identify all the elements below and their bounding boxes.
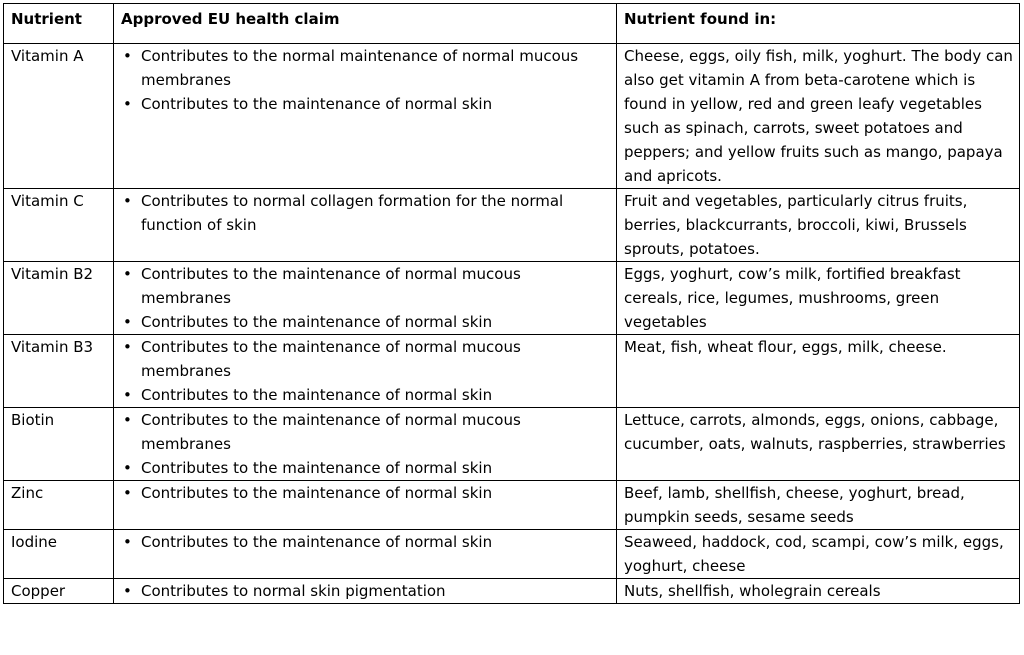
health-claim-item: • Contributes to the maintenance of normal skin xyxy=(121,92,612,116)
health-claims-list xyxy=(121,530,612,554)
food-sources: Lettuce, carrots, almonds, eggs, onions, cabbage, cucumber, oats, walnuts, raspberries, strawberries xyxy=(617,408,1020,481)
health-claims-list xyxy=(121,481,612,505)
health-claims-list xyxy=(121,335,612,407)
health-claim-item: • Contributes to the maintenance of normal skin xyxy=(121,530,612,554)
food-sources: Eggs, yoghurt, cow’s milk, fortified breakfast cereals, rice, legumes, mushrooms, green vegetables xyxy=(617,262,1020,335)
health-claims-cell xyxy=(114,408,617,481)
health-claims-cell xyxy=(114,335,617,408)
food-sources: Nuts, shellfish, wholegrain cereals xyxy=(617,579,1020,604)
health-claim-item: • Contributes to the maintenance of normal mucous membranes xyxy=(121,408,612,456)
table-row xyxy=(4,335,1020,408)
nutrient-name: Zinc xyxy=(4,481,114,530)
health-claim-item: • Contributes to the maintenance of normal skin xyxy=(121,383,612,407)
health-claim-item: • Contributes to the maintenance of normal skin xyxy=(121,456,612,480)
nutrient-name: Iodine xyxy=(4,530,114,579)
table-row xyxy=(4,579,1020,604)
table-row xyxy=(4,408,1020,481)
health-claim-item: • Contributes to normal collagen formation for the normal function of skin xyxy=(121,189,612,237)
header-row xyxy=(4,4,1020,44)
health-claims-cell xyxy=(114,189,617,262)
nutrient-name: Vitamin C xyxy=(4,189,114,262)
health-claim-item: • Contributes to the maintenance of normal skin xyxy=(121,481,612,505)
health-claims-cell xyxy=(114,530,617,579)
health-claim-item: • Contributes to the normal maintenance of normal mucous membranes xyxy=(121,44,612,92)
health-claim-item: • Contributes to normal skin pigmentation xyxy=(121,579,612,603)
nutrient-claims-table xyxy=(3,3,1020,604)
table-row xyxy=(4,189,1020,262)
health-claims-cell xyxy=(114,44,617,189)
health-claims-list xyxy=(121,262,612,334)
header-health-claim: Approved EU health claim xyxy=(114,4,617,44)
food-sources: Beef, lamb, shellfish, cheese, yoghurt, bread, pumpkin seeds, sesame seeds xyxy=(617,481,1020,530)
table-row xyxy=(4,481,1020,530)
table-row xyxy=(4,262,1020,335)
health-claims-cell xyxy=(114,579,617,604)
nutrient-name: Copper xyxy=(4,579,114,604)
health-claims-cell xyxy=(114,481,617,530)
nutrient-name: Biotin xyxy=(4,408,114,481)
health-claim-item: • Contributes to the maintenance of normal mucous membranes xyxy=(121,262,612,310)
health-claim-item: • Contributes to the maintenance of normal skin xyxy=(121,310,612,334)
header-nutrient: Nutrient xyxy=(4,4,114,44)
table-row xyxy=(4,530,1020,579)
table-body xyxy=(4,44,1020,604)
nutrient-name: Vitamin A xyxy=(4,44,114,189)
table-row xyxy=(4,44,1020,189)
header-found-in: Nutrient found in: xyxy=(617,4,1020,44)
health-claims-list xyxy=(121,189,612,237)
food-sources: Cheese, eggs, oily fish, milk, yoghurt. The body can also get vitamin A from beta-carotene which is found in yellow, red and green leafy vegetables such as spinach, carrots, sweet potatoes and peppers; and yellow fruits such as mango, papaya and apricots. xyxy=(617,44,1020,189)
health-claims-list xyxy=(121,44,612,116)
nutrient-name: Vitamin B3 xyxy=(4,335,114,408)
table-header xyxy=(4,4,1020,44)
health-claim-item: • Contributes to the maintenance of normal mucous membranes xyxy=(121,335,612,383)
food-sources: Fruit and vegetables, particularly citrus fruits, berries, blackcurrants, broccoli, kiwi, Brussels sprouts, potatoes. xyxy=(617,189,1020,262)
health-claims-list xyxy=(121,579,612,603)
food-sources: Seaweed, haddock, cod, scampi, cow’s milk, eggs, yoghurt, cheese xyxy=(617,530,1020,579)
nutrient-name: Vitamin B2 xyxy=(4,262,114,335)
health-claims-list xyxy=(121,408,612,480)
food-sources: Meat, fish, wheat flour, eggs, milk, cheese. xyxy=(617,335,1020,408)
health-claims-cell xyxy=(114,262,617,335)
